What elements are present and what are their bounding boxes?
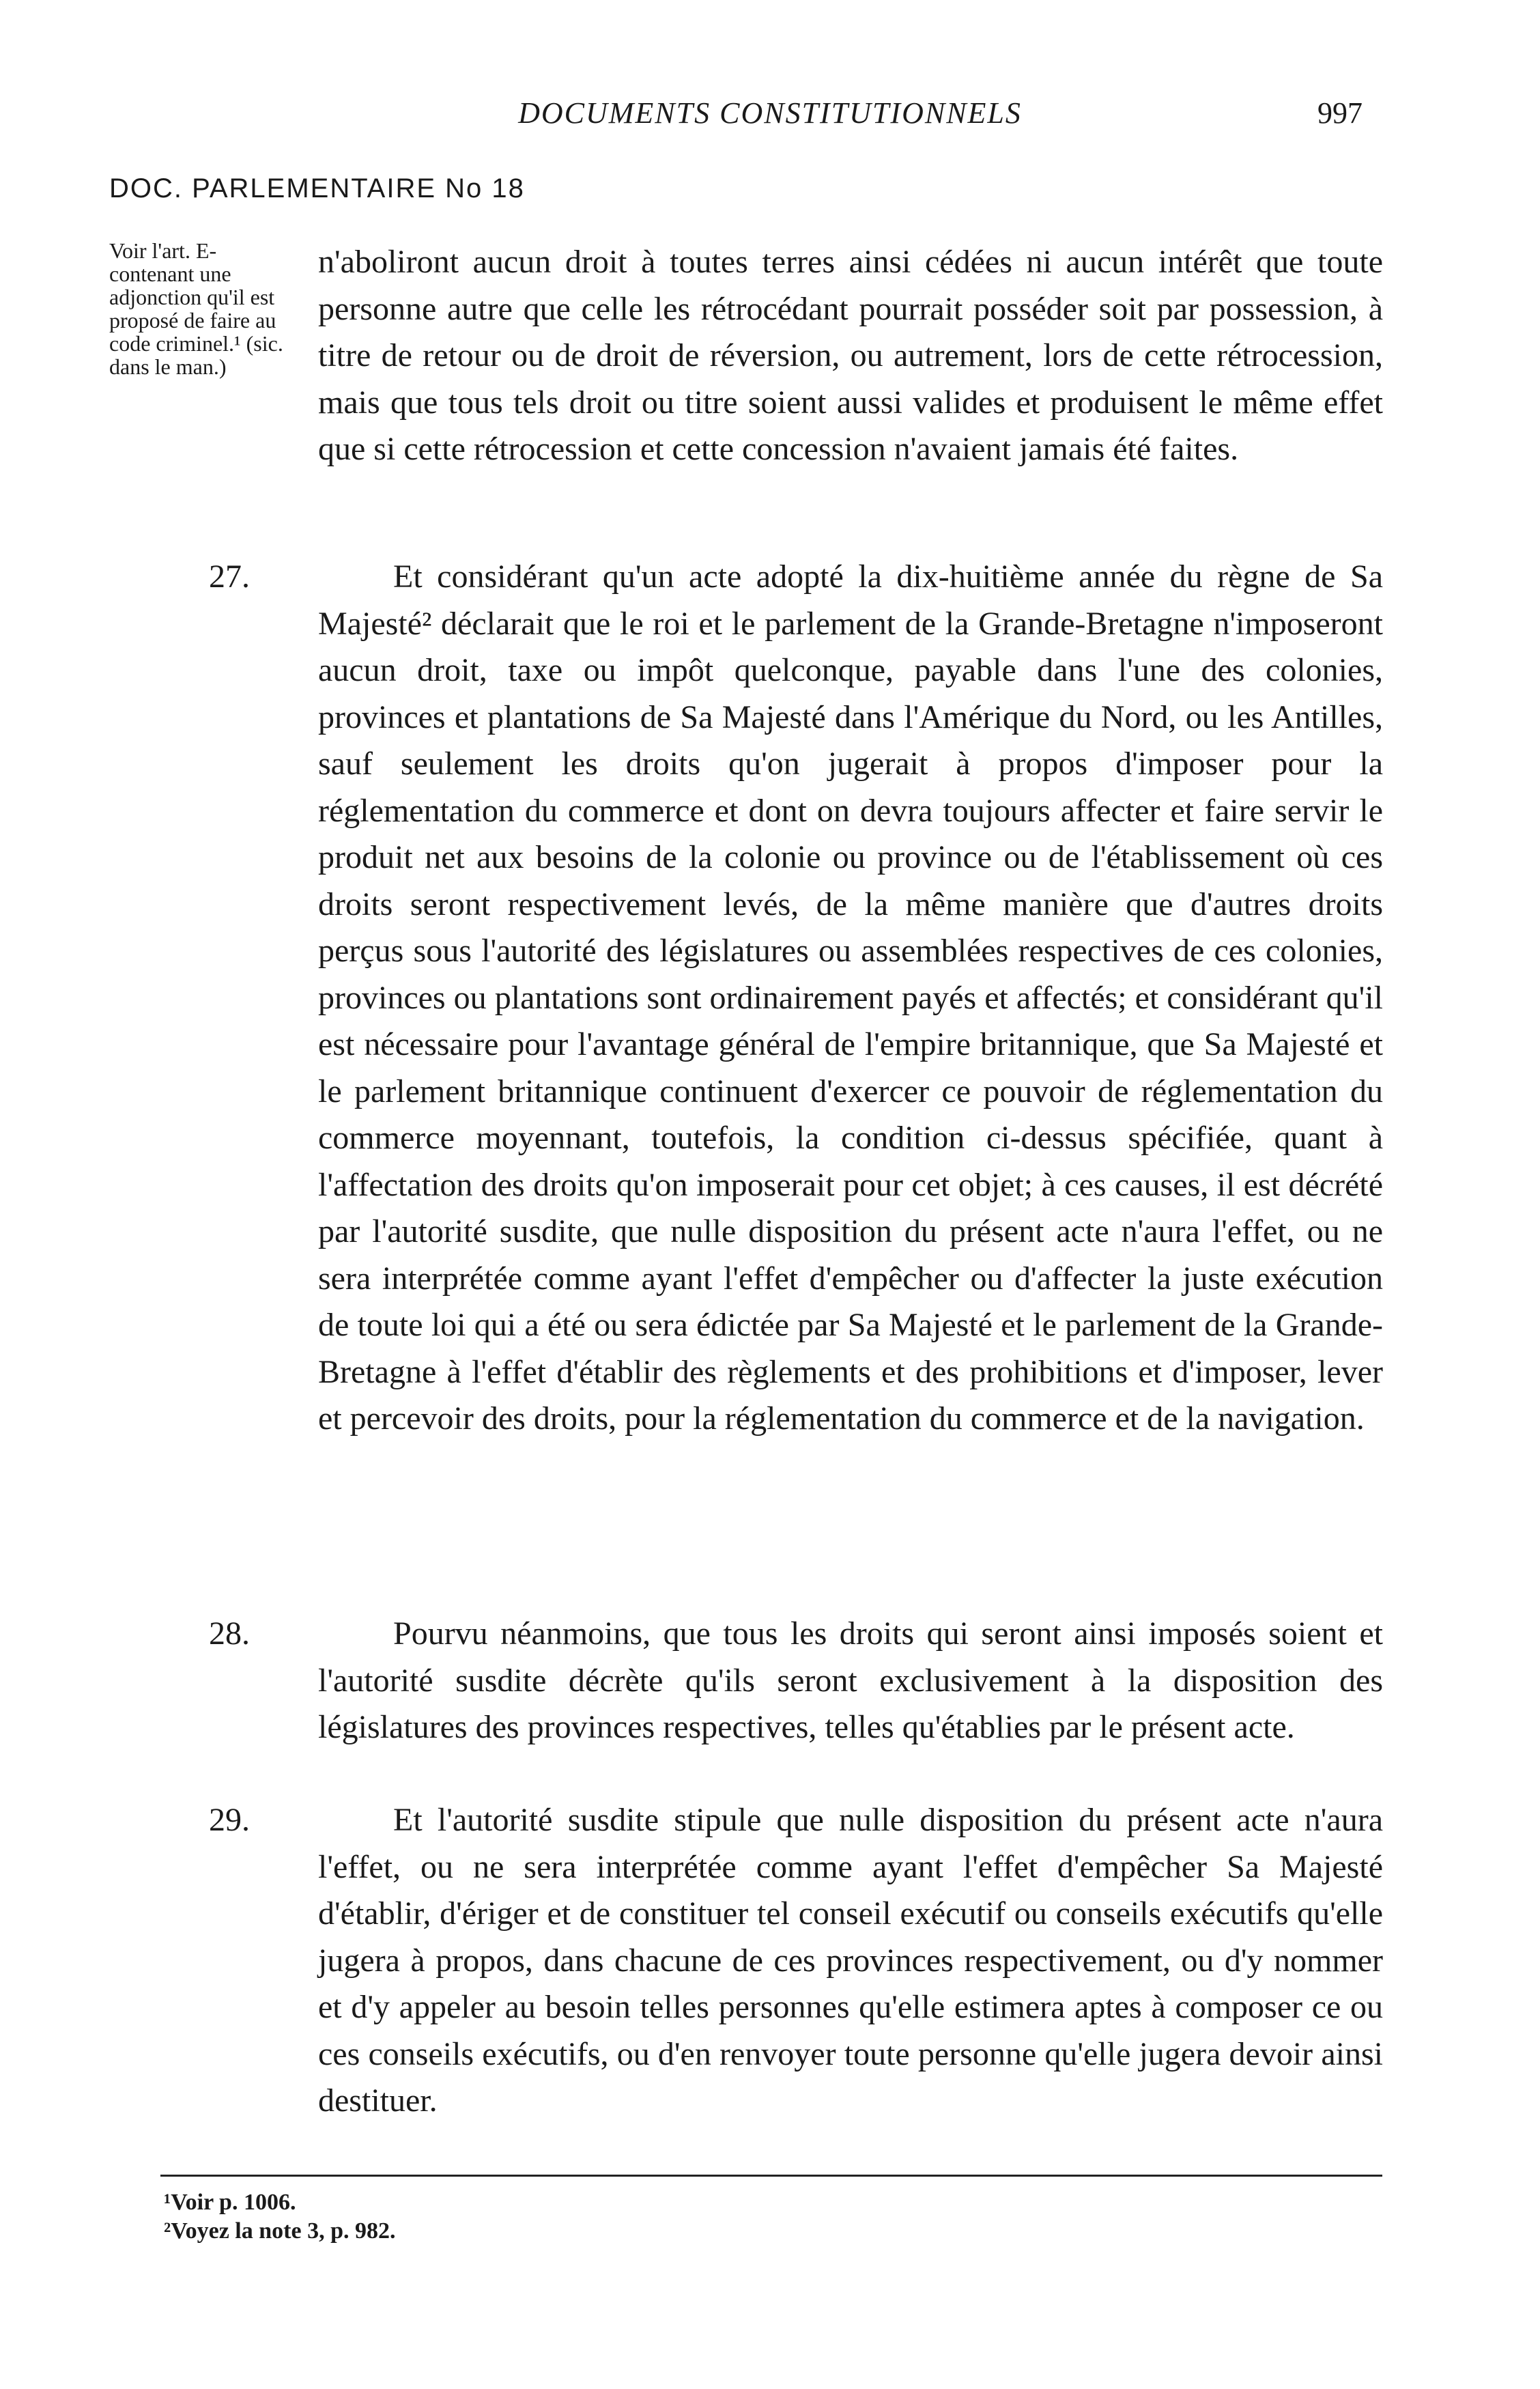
paragraph-text: n'aboliront aucun droit à toutes terres ainsi cédées ni aucun intérêt que toute personne autre que celle les rétrocédant pourrait posséder soit par possession, à titre de retour ou de droit de réversion, ou autrement, lors de cette rétrocession, mais que tous tels droit ou titre soient aussi valides et produisent le même effet que si cette rétrocession et cette concession n'avaient jamais été faites. (318, 244, 1383, 467)
paragraph-number: 28. (209, 1615, 250, 1652)
footnote-2: ²Voyez la note 3, p. 982. (164, 2218, 396, 2244)
page-number: 997 (1317, 96, 1363, 130)
footnote-1: ¹Voir p. 1006. (164, 2190, 296, 2215)
document-label: DOC. PARLEMENTAIRE No 18 (109, 173, 525, 203)
paragraph-number: 27. (209, 559, 250, 595)
running-header-title: DOCUMENTS CONSTITUTIONNELS (518, 96, 1022, 130)
paragraph-number: 29. (209, 1802, 250, 1838)
paragraph-text: Et considérant qu'un acte adopté la dix-huitième année du règne de Sa Majesté² déclarait que le roi et le parlement de la Grande-Bretagne n'imposeront aucun droit, taxe ou impôt quelconque, payable dans l'une des colonies, provinces et plantations de Sa Majesté dans l'Amérique du Nord, ou les Antilles, sauf seulement les droits qu'on jugerait à propos d'imposer pour la réglementation du commerce et dont on devra toujours affecter et faire servir le produit net aux besoins de la colonie ou province ou de l'établissement où ces droits seront respectivement levés, de la même manière que d'autres droits perçus sous l'autorité des législatures ou assemblées respectives de ces colonies, provinces ou plantations sont ordinairement payés et affectés; et considérant qu'il est nécessaire pour l'avantage général de l'empire britannique, que Sa Majesté et le parlement britannique continuent d'exercer ce pouvoir de réglementation du commerce moyennant, toutefois, la condition ci-dessus spécifiée, quant à l'affectation des droits qu'on imposerait pour cet objet; à ces causes, il est décrété par l'autorité susdite, que nulle disposition du présent acte n'aura l'effet, ou ne sera interprétée comme ayant l'effet d'empêcher ou d'affecter la juste exécution de toute loi qui a été ou sera édictée par Sa Majesté et le parlement de la Grande-Bretagne à l'effet d'établir des règlements et des prohibitions et d'imposer, lever et percevoir des droits, pour la réglementation du commerce et de la navigation. (318, 559, 1383, 1437)
paragraph-text: Et l'autorité susdite stipule que nulle disposition du présent acte n'aura l'effet, ou ne sera interprétée comme ayant l'effet d'empêcher Sa Majesté d'établir, d'ériger et de constituer tel conseil exécutif ou conseils exécutifs qu'elle jugera à propos, dans chacune de ces provinces respectivement, ou d'y nommer et d'y appeler au besoin telles personnes qu'elle estimera aptes à composer ce ou ces conseils exécutifs, ou d'en renvoyer toute personne qu'elle jugera devoir ainsi destituer. (318, 1802, 1383, 2119)
footnote-divider (160, 2175, 1382, 2177)
paragraph-continuation (318, 239, 1383, 473)
paragraph-28 (209, 1611, 1383, 1751)
footnotes (164, 2188, 396, 2246)
paragraph-29 (209, 1797, 1383, 2125)
paragraph-27 (209, 554, 1383, 1443)
margin-note: Voir l'art. E-contenant une adjonction qu'il est proposé de faire au code criminel.¹ (sic. dans le man.) (109, 238, 283, 379)
paragraph-text: Pourvu néanmoins, que tous les droits qui seront ainsi imposés soient et l'autorité susdite décrète qu'ils seront exclusivement à la disposition des législatures des provinces respectives, telles qu'établies par le présent acte. (318, 1615, 1383, 1745)
